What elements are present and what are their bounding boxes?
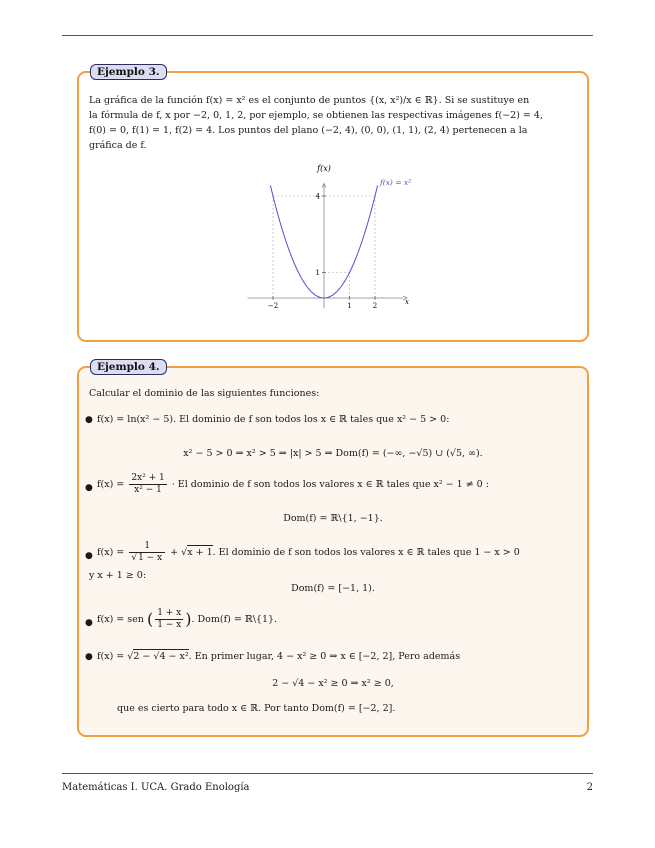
item-3-display: Dom(f) = [−1, 1). <box>291 583 375 594</box>
item-3-continuation <box>89 569 579 583</box>
item-2-display: Dom(f) = ℝ\{1, −1}. <box>283 513 383 524</box>
x-tick-label: 2 <box>372 302 378 310</box>
y-tick-label: 4 <box>315 192 320 201</box>
x-axis-label: x <box>405 298 409 306</box>
item-5-lhs: f(x) = √ <box>97 651 134 662</box>
sqrt-sign: √ <box>131 553 138 563</box>
example-3-box <box>77 66 589 342</box>
example-3-label: Ejemplo 3. <box>90 64 167 80</box>
item-3-radicand: x + 1 <box>187 547 213 558</box>
footer-rule <box>62 773 593 774</box>
item-3-text2: y x + 1 ≥ 0: <box>89 570 147 581</box>
item-5-closing: que es cierto para todo x ∈ ℝ. Por tanto Dom(f) = [−2, 2]. <box>117 703 396 714</box>
footer-title: Matemáticas I. UCA. Grado Enología <box>62 782 250 793</box>
example-4-box <box>77 361 589 737</box>
legend-entry: f(x) = x² <box>380 178 412 187</box>
item-4-fraction <box>155 608 183 631</box>
item-3-plus: + √ <box>170 547 188 558</box>
fraction-denominator: x² − 1 <box>134 485 162 495</box>
item-2-text: · El dominio de f son todos los valores x ∈ ℝ tales que x² − 1 ≠ 0 : <box>171 479 489 490</box>
item-3-fraction <box>129 541 165 564</box>
fraction-numerator: 1 <box>129 541 165 553</box>
list-item <box>85 650 579 664</box>
item-1-display: x² − 5 > 0 ⇒ x² > 5 ⇒ |x| > 5 ⇒ Dom(f) = (−∞, −√5) ∪ (√5, ∞). <box>183 448 483 459</box>
header-rule <box>62 35 593 36</box>
y-axis-label: f(x) <box>317 164 331 173</box>
list-item <box>85 608 579 631</box>
bullet: ● <box>85 551 93 561</box>
item-1-text: f(x) = ln(x² − 5). El dominio de f son todos los x ∈ ℝ tales que x² − 5 > 0: <box>97 414 450 425</box>
example-4-intro: Calcular el dominio de las siguientes funciones: <box>89 388 320 399</box>
item-5-radicand: 2 − √4 − x² <box>133 651 189 662</box>
parabola-chart <box>79 158 587 323</box>
example-4-label: Ejemplo 4. <box>90 359 167 375</box>
bullet: ● <box>85 483 93 493</box>
bullet: ● <box>85 618 93 628</box>
item-4-text: . Dom(f) = ℝ\{1}. <box>191 614 278 625</box>
right-paren: ) <box>185 609 192 629</box>
sqrt-radicand: 1 − x <box>138 553 163 563</box>
item-4-lhs: f(x) = sen <box>97 614 144 625</box>
y-tick-label: 1 <box>315 269 320 277</box>
list-item <box>85 541 579 564</box>
bullet: ● <box>85 415 93 425</box>
example-3-paragraph <box>89 93 577 153</box>
item-3-text: . El dominio de f son todos los valores x ∈ ℝ tales que 1 − x > 0 <box>212 547 520 558</box>
x-tick-label: −2 <box>267 302 279 310</box>
list-item <box>85 413 579 427</box>
fraction-denominator: 1 − x <box>157 620 182 630</box>
paragraph-line: f(0) = 0, f(1) = 1, f(2) = 4. Los puntos del plano (−2, 4), (0, 0), (1, 1), (2, 4) pertenecen a la <box>89 125 528 136</box>
item-3-lhs: f(x) = <box>97 547 125 558</box>
item-5-display: 2 − √4 − x² ≥ 0 ⇒ x² ≥ 0, <box>272 678 394 689</box>
item-2-lhs: f(x) = <box>97 479 125 490</box>
paragraph-line: gráfica de f. <box>89 140 147 151</box>
paragraph-line: la fórmula de f, x por −2, 0, 1, 2, por ejemplo, se obtienen las respectivas imágenes f(−2) = 4, <box>89 110 543 121</box>
page-number: 2 <box>586 782 593 793</box>
fraction-numerator: 1 + x <box>157 608 182 618</box>
fraction-numerator: 2x² + 1 <box>131 473 165 483</box>
fraction-denominator <box>129 553 165 564</box>
left-paren: ( <box>146 609 154 629</box>
item-5-text: . En primer lugar, 4 − x² ≥ 0 ⇒ x ∈ [−2, 2], Pero además <box>188 651 461 662</box>
list-item <box>85 473 579 496</box>
bullet: ● <box>85 652 93 662</box>
x-tick-label: 1 <box>347 302 352 310</box>
item-2-fraction <box>129 473 166 496</box>
paragraph-line: La gráfica de la función f(x) = x² es el conjunto de puntos {(x, x²)/x ∈ ℝ}. Si se sustituye en <box>89 95 530 106</box>
